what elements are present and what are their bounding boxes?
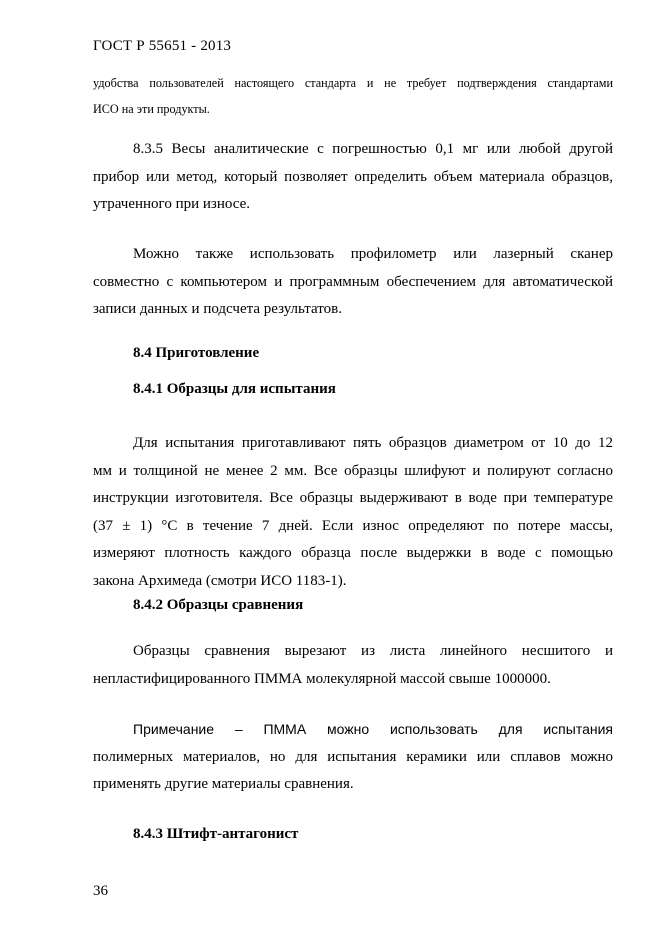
note-line: полимерных материалов, но для испытания керамики или сплавов можно (93, 748, 613, 765)
intro-line: удобства пользователей настоящего стандарта и не требует подтверждения стандартами (93, 76, 613, 90)
paragraph-line: непластифицированного ПММА молекулярной массой свыше 1000000. (93, 670, 551, 687)
section-heading-8-4: 8.4 Приготовление (133, 345, 260, 361)
document-header: ГОСТ Р 55651 - 2013 (93, 38, 232, 54)
intro-paragraph (93, 70, 613, 122)
paragraph-profilometer (93, 241, 613, 324)
paragraph-line: мм и толщиной не менее 2 мм. Все образцы шлифуют и полируют согласно (93, 462, 613, 479)
section-heading-8-4-1: 8.4.1 Образцы для испытания (133, 381, 336, 397)
intro-line: ИСО на эти продукты. (93, 102, 210, 116)
section-heading-8-4-2: 8.4.2 Образцы сравнения (133, 597, 304, 613)
paragraph-line: Для испытания приготавливают пять образцов диаметром от 10 до 12 (133, 435, 613, 451)
paragraph-line: инструкции изготовителя. Все образцы выдерживают в воде при температуре (93, 490, 613, 506)
note-line: Примечание – ПММА можно использовать для испытания (133, 721, 613, 737)
note-paragraph (93, 716, 613, 799)
paragraph-8-4-2 (93, 638, 613, 693)
paragraph-line: 8.3.5 Весы аналитические с погрешностью 0,1 мг или любой другой (133, 141, 613, 157)
page-number: 36 (93, 883, 108, 899)
paragraph-line: Можно также использовать профилометр или лазерный сканер (133, 246, 613, 262)
note-line: применять другие материалы сравнения. (93, 776, 354, 792)
paragraph-8-3-5 (93, 136, 613, 219)
section-heading-8-4-3: 8.4.3 Штифт-антагонист (133, 826, 299, 842)
paragraph-line: (37 ± 1) °С в течение 7 дней. Если износ определяют по потере массы, (93, 517, 613, 534)
paragraph-line: закона Архимеда (смотри ИСО 1183-1). (93, 572, 347, 589)
paragraph-line: утраченного при износе. (93, 196, 250, 212)
paragraph-8-4-1 (93, 430, 613, 595)
paragraph-line: совместно с компьютером и программным обеспечением для автоматической (93, 273, 613, 290)
paragraph-line: записи данных и подсчета результатов. (93, 301, 343, 317)
paragraph-line: измеряют плотность каждого образца после выдержки в воде с помощью (93, 545, 613, 561)
paragraph-line: прибор или метод, который позволяет определить объем материала образцов, (93, 168, 613, 185)
paragraph-line: Образцы сравнения вырезают из листа линейного несшитого и (133, 643, 613, 659)
